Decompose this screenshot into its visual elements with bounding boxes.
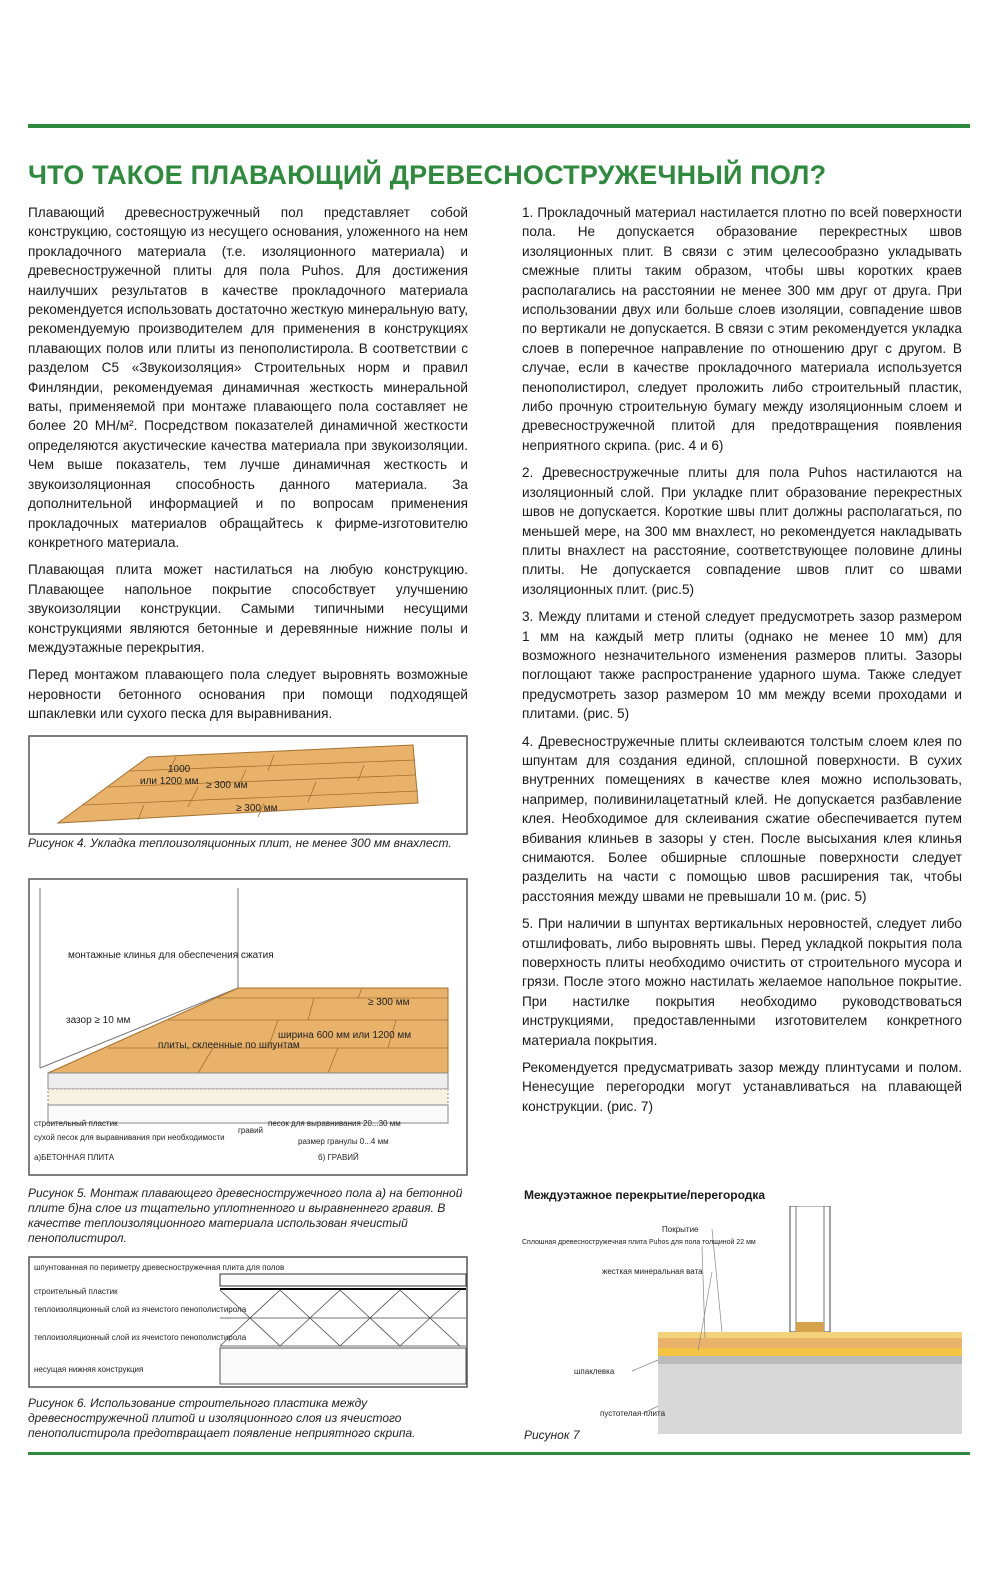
paragraph: Плавающий древесностружечный пол представляет собой конструкцию, состоящую из несущего основания, уложенного на нем прокладочного материала (т.е. изоляционного материала) и древесностружечной плиты для пола Puhos. Для достижения наилучших результатов в качестве прокладочного материала рекомендуется использовать достаточно жесткую минеральную вату, рекомендуемую производителем для применения в конструкциях плавающих полов или плиты из пенополистирола. В соответствии с разделом С5 «Звукоизоляция» Строительных норм и правил Финляндии, рекомендуемая динамичная жесткость минеральной ваты, применяемой при монтаже плавающего пола составляет не более 20 МН/м². Посредством показателей динамичной жесткости определяются акустические качества материала при звукоизоляции. Чем выше показатель, тем лучше динамичная жесткость и звукоизоляционная способность данного материала. За дополнительной информацией и по вопросам применения прокладочных материалов обращайтесь к фирме-изготовителю конкретного материала. bbox=[28, 205, 468, 550]
paragraph: 2. Древесностружечные плиты для пола Puhos настилаются на изоляционный слой. При укладке плит образование перекрестных швов не допускается. Короткие швы плит должны располагаться, по меньшей мере, на 300 мм внахлест, но рекомендуется накладывать плиты внахлест на расстояние, соответствующее половине длины плиты. Не допускается совпадение швов плит со швами изоляционных плит. (рис.5) bbox=[522, 465, 962, 597]
paragraph: 1. Прокладочный материал настилается плотно по всей поверхности пола. Не допускается образование перекрестных швов изоляционных плит. В связи с этим целесообразно укладывать смежные плиты таким образом, чтобы швы коротких краев располагались на расстоянии не менее 300 мм друг от друга. При использовании двух или больше слоев изоляции, совпадение швов по вертикали не допускается. В связи с этим рекомендуется укладка слоев в поперечное направление по отношению друг с другом. В случае, если в качестве прокладочного материала используется пенополистирол, следует проложить либо строительный пластик, либо прочную строительную бумагу между изоляционным слоем и древесностружечной плитой для предотвращения появления неприятного скрипа. (рис. 4 и 6) bbox=[522, 205, 962, 453]
figure-7 bbox=[522, 1206, 962, 1438]
hollow-slab bbox=[658, 1364, 962, 1434]
fig7-label: шпаклевка bbox=[574, 1367, 615, 1376]
dim-label: 1000 bbox=[168, 764, 191, 775]
fig5-label: сухой песок для выравнивания при необходимости bbox=[34, 1133, 225, 1142]
fig5-label: ширина 600 мм или 1200 мм bbox=[278, 1030, 412, 1041]
paragraph: 5. При наличии в шпунтах вертикальных неровностей, следует либо отшлифовать, либо выровнять швы. Перед укладкой покрытия пола поверхность плиты необходимо очистить от строительного мусора и грязи. После этого можно настилать желаемое напольное покрытие. При настилке покрытия необходимо руководствоваться инструкциями, предоставленными изготовителем конкретного материала покрытия. bbox=[522, 916, 962, 1048]
figure-6 bbox=[28, 1256, 468, 1388]
fig5-label: б) ГРАВИЙ bbox=[318, 1153, 359, 1162]
putty-layer bbox=[658, 1356, 962, 1364]
insulation-pattern bbox=[220, 1290, 466, 1346]
fig5-label: монтажные клинья для обеспечения сжатия bbox=[68, 950, 274, 961]
dim-label: или 1200 мм bbox=[140, 776, 199, 787]
figure-4 bbox=[28, 735, 468, 835]
fig5-label: строительный пластик bbox=[34, 1119, 118, 1128]
paragraph: 4. Древесностружечные плиты склеиваются толстым слоем клея по шпунтам для создания единой, сплошной поверхности. В сухих внутренних помещениях в качестве клея можно использовать, например, поливинилацетатный клей. Не допускается разбавление клея. Необходимое для склеивания сжатие обеспечивается путем вбивания клиньев в зазоры у стен. После высыхания клея клинья снимаются. Более обширные сплошные поверхности следует разделить на части с помощью швов расширения так, чтобы расстояния между швами не превышали 10 м. (рис. 5) bbox=[522, 733, 962, 904]
fig5-label: плиты, склеенные по шпунтам bbox=[158, 1040, 300, 1051]
dim-label: ≥ 300 мм bbox=[206, 780, 248, 791]
right-column bbox=[522, 203, 962, 1124]
dim-label: ≥ 300 мм bbox=[236, 803, 278, 814]
chipboard-layer bbox=[220, 1274, 466, 1286]
figure-5 bbox=[28, 878, 468, 1178]
fig7-label: Сплошная древесностружечная плита Puhos для пола толщиной 22 мм bbox=[522, 1239, 756, 1246]
paragraph: Рекомендуется предусматривать зазор между плинтусами и полом. Ненесущие перегородки могут устанавливаться на плавающей конструкции. (рис. 7) bbox=[522, 1060, 962, 1114]
paragraph: Перед монтажом плавающего пола следует выровнять возможные неровности бетонного основания при помощи подходящей шпаклевки или сухого песка для выравнивания. bbox=[28, 667, 468, 722]
top-rule bbox=[28, 124, 970, 128]
figure-6-caption: Рисунок 6. Использование строительного пластика между древесностружечной плитой и изоляционного слоя из ячеистого пенополистирола предотвращает появление неприятного скрипа. bbox=[28, 1396, 416, 1440]
chipboard-slab bbox=[658, 1338, 962, 1348]
fig6-label: несущая нижняя конструкция bbox=[34, 1365, 144, 1374]
figure-5-caption: Рисунок 5. Монтаж плавающего древесностружечного пола а) на бетонной плите б)на слое из тщательно уплотненного и выравненнего гравия. В качестве теплоизоляционного материала использован ячеистый пенополистирол. bbox=[28, 1186, 463, 1245]
partition-studs bbox=[796, 1206, 824, 1332]
fig5-label: зазор ≥ 10 мм bbox=[66, 1015, 131, 1026]
fig5-label: гравий bbox=[238, 1126, 264, 1135]
figure-4-caption: Рисунок 4. Укладка теплоизоляционных плит, не менее 300 мм внахлест. bbox=[28, 836, 452, 850]
page-title: ЧТО ТАКОЕ ПЛАВАЮЩИЙ ДРЕВЕСНОСТРУЖЕЧНЫЙ ПОЛ? bbox=[28, 160, 827, 190]
floor-cover bbox=[658, 1332, 962, 1338]
fig5-label: ≥ 300 мм bbox=[368, 997, 410, 1008]
partition-sill bbox=[796, 1322, 824, 1332]
paragraph: 3. Между плитами и стеной следует предусмотреть зазор размером 1 мм на каждый метр плиты (однако не менее 10 мм) для возможного незначительного изменения размеров плиты. Зазоры поглощают также распространение ударного шума. Также следует предусмотреть зазор размером 10 мм между всеми проходами и плитами. (рис. 5) bbox=[522, 609, 962, 722]
sand-layer bbox=[48, 1089, 448, 1105]
concrete-layer bbox=[48, 1073, 448, 1089]
fig7-label: Покрытие bbox=[662, 1225, 699, 1234]
paragraph: Плавающая плита может настилаться на любую конструкцию. Плавающее напольное покрытие способствует улучшению звукоизоляции конструкции. Самыми типичными несущими конструкциями являются бетонные и деревянные нижние полы и междуэтажные перекрытия. bbox=[28, 562, 468, 655]
fig6-label: шпунтованная по периметру древесностружечная плита для полов bbox=[34, 1263, 285, 1272]
bottom-rule bbox=[28, 1452, 970, 1455]
figure-7-caption: Рисунок 7 bbox=[524, 1428, 580, 1442]
fig7-label: жесткая минеральная вата bbox=[602, 1267, 703, 1276]
fig6-label: строительный пластик bbox=[34, 1287, 118, 1296]
base-layer bbox=[220, 1348, 466, 1384]
left-column bbox=[28, 203, 468, 732]
mineral-wool bbox=[658, 1348, 962, 1356]
fig5-label: а)БЕТОННАЯ ПЛИТА bbox=[34, 1153, 115, 1162]
figure-7-title: Междуэтажное перекрытие/перегородка bbox=[524, 1188, 766, 1202]
fig6-label: теплоизоляционный слой из ячеистого пенополистирола bbox=[34, 1333, 247, 1342]
fig6-label: теплоизоляционный слой из ячеистого пенополистирола bbox=[34, 1305, 247, 1314]
fig5-label: песок для выравнивания 20...30 мм bbox=[268, 1119, 401, 1128]
fig5-label: размер гранулы 0...4 мм bbox=[298, 1137, 389, 1146]
fig7-label: пустотелая плита bbox=[600, 1409, 666, 1418]
